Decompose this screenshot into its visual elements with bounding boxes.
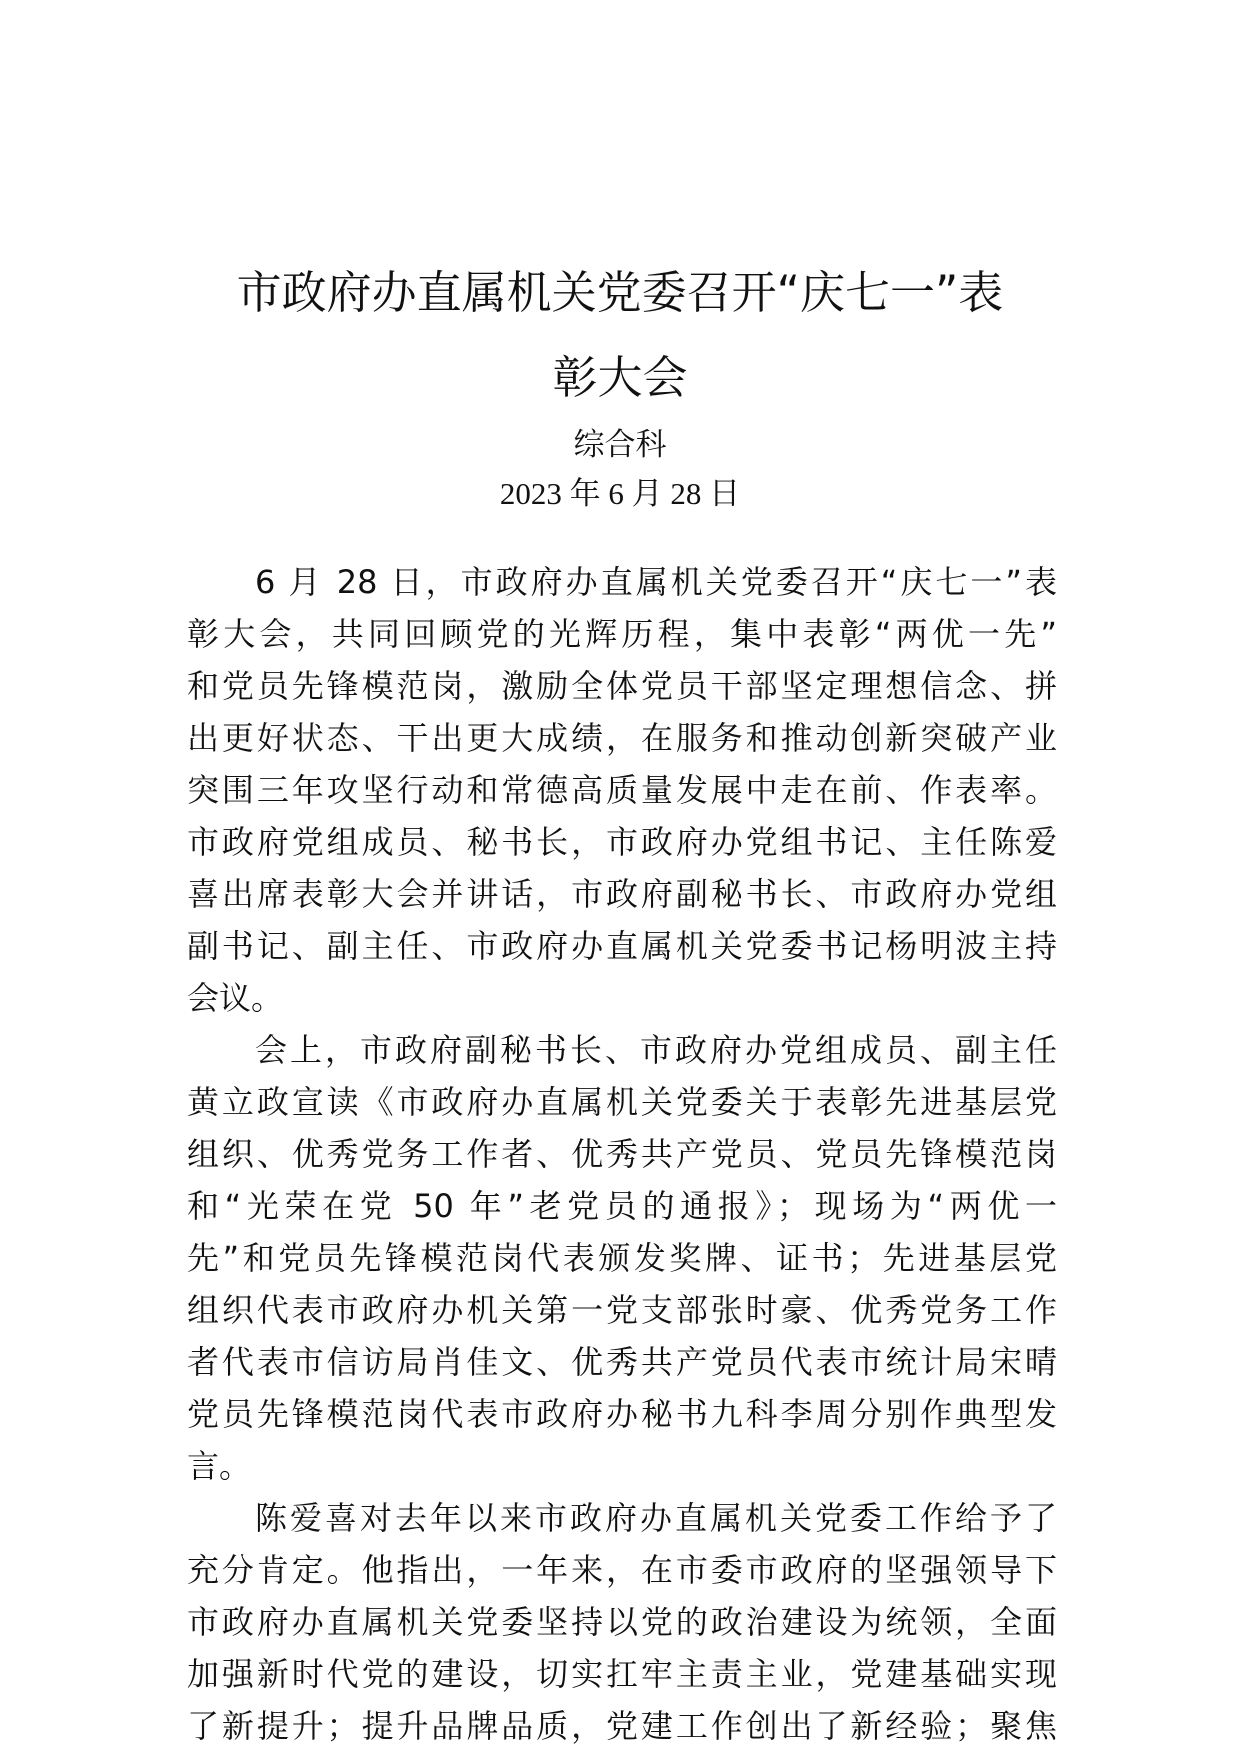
paragraph-1-line: 出更好状态、干出更大成绩，在服务和推动创新突破产业 [187,719,1057,757]
paragraph-1-line: 喜出席表彰大会并讲话，市政府副秘书长、市政府办党组 [187,875,1057,913]
paragraph-1-line: 市政府党组成员、秘书长，市政府办党组书记、主任陈爱 [187,823,1057,861]
paragraph-2-line: 先”和党员先锋模范岗代表颁发奖牌、证书；先进基层党 [187,1239,1057,1277]
paragraph-2-line: 组织代表市政府办机关第一党支部张时豪、优秀党务工作 [187,1291,1057,1329]
document-author: 综合科 [573,427,667,463]
paragraph-3-line: 市政府办直属机关党委坚持以党的政治建设为统领，全面 [187,1603,1057,1641]
document-body [187,556,1057,1752]
paragraph-2-line: 和“光荣在党 50 年”老党员的通报》；现场为“两优一 [187,1187,1057,1225]
paragraph-1-line: 副书记、副主任、市政府办直属机关党委书记杨明波主持 [187,927,1057,965]
paragraph-1-line: 会议。 [187,979,284,1017]
paragraph-3-line: 充分肯定。他指出，一年来，在市委市政府的坚强领导下 [187,1551,1057,1589]
paragraph-3-line: 陈爱喜对去年以来市政府办直属机关党委工作给予了 [255,1499,1057,1537]
paragraph-1-line: 突围三年攻坚行动和常德高质量发展中走在前、作表率。 [187,771,1057,809]
document-date: 2023 年 6 月 28 日 [499,476,741,511]
paragraph-2-line: 会上，市政府副秘书长、市政府办党组成员、副主任 [255,1031,1057,1069]
paragraph-2-line: 黄立政宣读《市政府办直属机关党委关于表彰先进基层党 [187,1083,1057,1121]
paragraph-1-line: 6 月 28 日，市政府办直属机关党委召开“庆七一”表 [255,563,1057,601]
paragraph-2-line: 组织、优秀党务工作者、优秀共产党员、党员先锋模范岗 [187,1135,1057,1173]
paragraph-1-line: 和党员先锋模范岗，激励全体党员干部坚定理想信念、拼 [187,667,1057,705]
paragraph-2-line: 言。 [187,1447,252,1485]
paragraph-3-line: 加强新时代党的建设，切实扛牢主责主业，党建基础实现 [187,1655,1057,1693]
paragraph-2-line: 者代表市信访局肖佳文、优秀共产党员代表市统计局宋晴 [187,1343,1057,1381]
document-title-line-2: 彰大会 [552,351,688,404]
paragraph-2-line: 党员先锋模范岗代表市政府办秘书九科李周分别作典型发 [187,1395,1057,1433]
paragraph-3-line: 了新提升；提升品牌品质，党建工作创出了新经验；聚焦 [187,1707,1057,1745]
document-title-line-1: 市政府办直属机关党委召开“庆七一”表 [236,266,1004,319]
paragraph-1-line: 彰大会，共同回顾党的光辉历程，集中表彰“两优一先” [187,615,1057,653]
